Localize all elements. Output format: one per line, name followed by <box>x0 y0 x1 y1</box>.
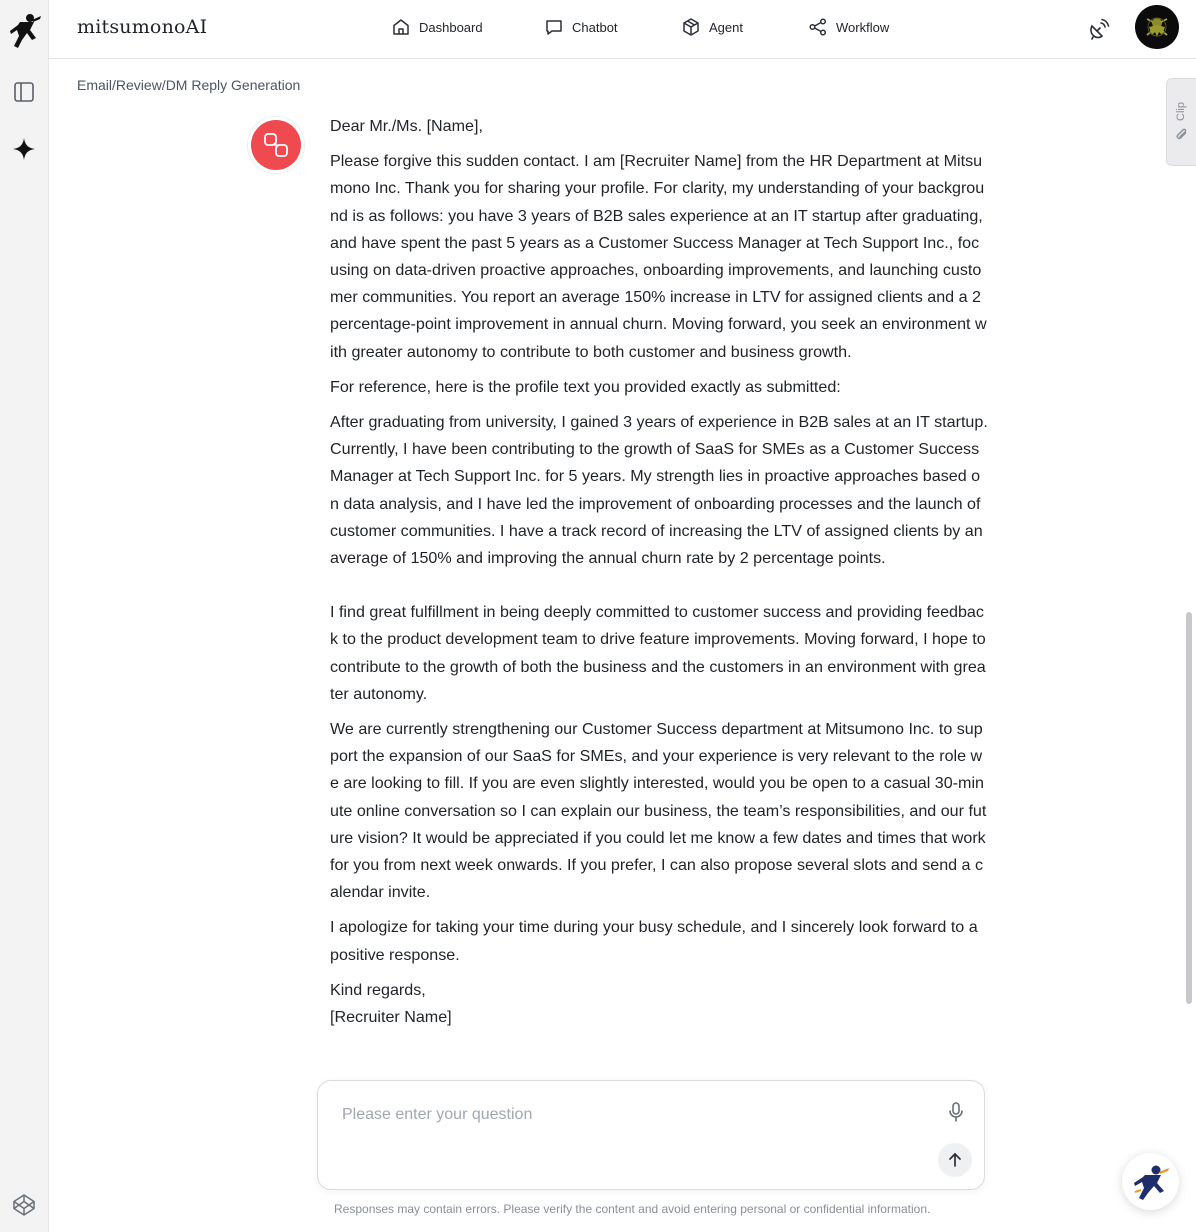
assistant-avatar <box>247 116 305 174</box>
message-paragraph: I apologize for taking your time during your busy schedule, and I sincerely look forward to a positive response. <box>330 918 978 964</box>
nav-workflow[interactable] <box>808 17 889 37</box>
ninja-logo-icon[interactable] <box>8 12 42 50</box>
nav-chatbot[interactable] <box>544 17 618 37</box>
message-paragraph: After graduating from university, I gained 3 years of experience in B2B sales at an IT startup. Currently, I have been contributing to the growth of SaaS for SMEs as a Customer Success Manager at Tech Support Inc. for 5 years. My strength lies in proactive approaches based on data analysis, and I have led the improvement of onboarding processes and the launch of customer communities. I have a track record of increasing the LTV of assigned clients by an average of 150% and improving the annual churn rate by 2 percentage points. <box>330 413 988 568</box>
ninja-mascot-icon <box>1131 1162 1171 1202</box>
avatar-image-icon <box>1135 5 1179 49</box>
sparkle-icon[interactable] <box>12 137 36 161</box>
microphone-icon[interactable] <box>944 1100 968 1124</box>
send-button[interactable] <box>938 1143 972 1177</box>
home-icon <box>391 17 411 37</box>
brand-name[interactable]: mitsumonoAI <box>77 16 208 38</box>
message-paragraph: Dear Mr./Ms. [Name], <box>330 117 483 135</box>
question-input[interactable] <box>342 1103 922 1127</box>
message-blank-line <box>330 572 988 599</box>
linked-squares-icon <box>262 131 290 159</box>
chat-bubble-icon <box>544 17 564 37</box>
message-paragraph: [Recruiter Name] <box>330 1008 452 1027</box>
disclaimer-text: Responses may contain errors. Please verify the content and avoid entering personal or confidential information. <box>334 1202 931 1216</box>
left-rail <box>0 0 49 1232</box>
chat-scrollbar-thumb[interactable] <box>1186 612 1192 1004</box>
message-paragraph: Kind regards, <box>330 980 426 999</box>
message-paragraph: I find great fulfillment in being deeply committed to customer success and providing feedback to the product development team to drive feature improvements. Moving forward, I hope to contribute to the growth of both the business and the customers in an environment with greater autonomy. <box>330 603 986 703</box>
nav-workflow-label: Workflow <box>836 19 890 35</box>
nav-dashboard-label: Dashboard <box>419 19 483 35</box>
message-paragraph: Please forgive this sudden contact. I am [Recruiter Name] from the HR Department at Mitsumono Inc. Thank you for sharing your profile. For clarity, my understanding of your background is as follows: you have 3 years of B2B sales experience at an IT startup after graduating, and have spent the past 5 years as a Customer Success Manager at Tech Support Inc., focusing on data-driven proactive approaches, onboarding improvements, and launching customer communities. You report an average 150% increase in LTV for assigned clients and a 2 percentage-point improvement in annual churn. Moving forward, you seek an environment with greater autonomy to contribute to both customer and business growth. <box>330 152 987 361</box>
nav-chatbot-label: Chatbot <box>572 19 618 35</box>
nav-agent[interactable] <box>681 17 743 37</box>
cube-icon <box>681 17 701 37</box>
sidebar-toggle-icon[interactable] <box>12 80 36 104</box>
message-paragraph: We are currently strengthening our Customer Success department at Mitsumono Inc. to support the expansion of our SaaS for SMEs, and your experience is very relevant to the role we are looking to fill. If you are even slightly interested, would you be open to a casual 30-minute online conversation so I can explain our business, the team’s responsibilities, and our future vision? It would be appreciated if you could let me know a few dates and times that work for you from next week onwards. If you prefer, I can also propose several slots and send a calendar invite. <box>330 720 987 902</box>
top-header <box>49 0 1196 59</box>
assistant-message <box>330 113 988 1070</box>
page-title: Email/Review/DM Reply Generation <box>77 77 301 93</box>
share-nodes-icon <box>808 17 828 37</box>
satellite-dish-icon[interactable] <box>1087 17 1111 41</box>
assistant-avatar-badge <box>251 120 301 170</box>
nav-agent-label: Agent <box>709 19 743 35</box>
user-avatar[interactable] <box>1135 5 1179 49</box>
message-paragraph: For reference, here is the profile text you provided exactly as submitted: <box>330 377 841 396</box>
floating-assistant-button[interactable] <box>1122 1153 1179 1210</box>
question-composer <box>317 1080 985 1190</box>
nav-dashboard[interactable] <box>391 17 483 37</box>
arrow-up-icon <box>946 1151 964 1169</box>
clip-label: Clip <box>1175 102 1187 121</box>
codepen-cube-icon[interactable] <box>12 1193 36 1217</box>
